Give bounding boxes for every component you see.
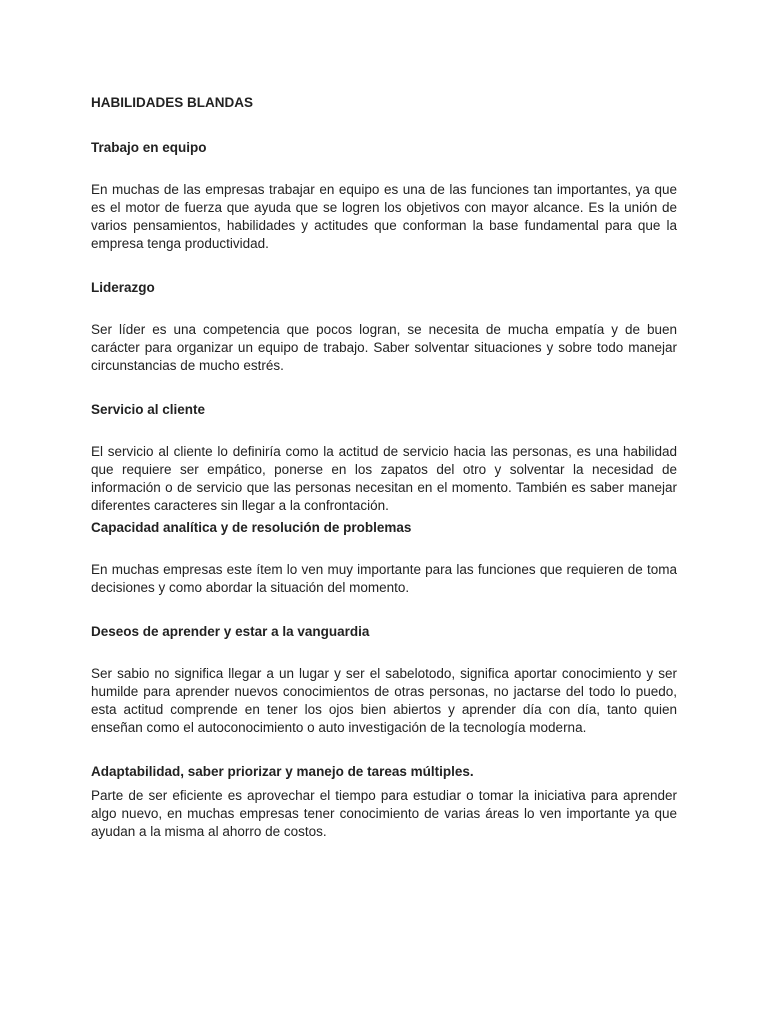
section-heading-liderazgo: Liderazgo: [91, 280, 155, 295]
section-paragraph-deseos-de-aprender: Ser sabio no significa llegar a un lugar y ser el sabelotodo, significa aportar conocimiento y ser humilde para aprender nuevos conocimientos de otras personas, no jactarse del todo lo puedo, esta actitud comprende en tener los ojos bien abiertos y aprender día con día, tanto quien enseñan como el autoconocimiento o auto investigación de la tecnología moderna.: [91, 666, 677, 735]
section-heading-deseos-de-aprender: Deseos de aprender y estar a la vanguardia: [91, 624, 370, 639]
document-title: HABILIDADES BLANDAS: [91, 95, 253, 110]
section-paragraph-adaptabilidad: Parte de ser eficiente es aprovechar el tiempo para estudiar o tomar la iniciativa para aprender algo nuevo, en muchas empresas tener conocimiento de varias áreas lo ven importante ya que ayudan a la misma al ahorro de costos.: [91, 788, 677, 839]
section-paragraph-liderazgo: Ser líder es una competencia que pocos logran, se necesita de mucha empatía y de buen carácter para organizar un equipo de trabajo. Saber solventar situaciones y sobre todo manejar circunstancias de mucho estrés.: [91, 322, 677, 373]
section-heading-capacidad-analitica: Capacidad analítica y de resolución de problemas: [91, 520, 412, 535]
section-paragraph-capacidad-analitica: En muchas empresas este ítem lo ven muy importante para las funciones que requieren de toma decisiones y como abordar la situación del momento.: [91, 562, 677, 595]
section-heading-trabajo-en-equipo: Trabajo en equipo: [91, 140, 207, 155]
document-body: [91, 94, 677, 841]
section-paragraph-trabajo-en-equipo: En muchas de las empresas trabajar en equipo es una de las funciones tan importantes, ya que es el motor de fuerza que ayuda que se logren los objetivos con mayor alcance. Es la unión de varios pensamientos, habilidades y actitudes que conforman la base fundamental para que la empresa tenga productividad.: [91, 182, 677, 251]
section-paragraph-servicio-al-cliente: El servicio al cliente lo definiría como la actitud de servicio hacia las personas, es una habilidad que requiere ser empático, ponerse en los zapatos del otro y solventar la necesidad de información o de servicio que las personas necesitan en el momento. También es saber manejar diferentes caracteres sin llegar a la confrontación.: [91, 444, 677, 513]
section-heading-adaptabilidad: Adaptabilidad, saber priorizar y manejo de tareas múltiples.: [91, 764, 474, 779]
section-heading-servicio-al-cliente: Servicio al cliente: [91, 402, 206, 417]
